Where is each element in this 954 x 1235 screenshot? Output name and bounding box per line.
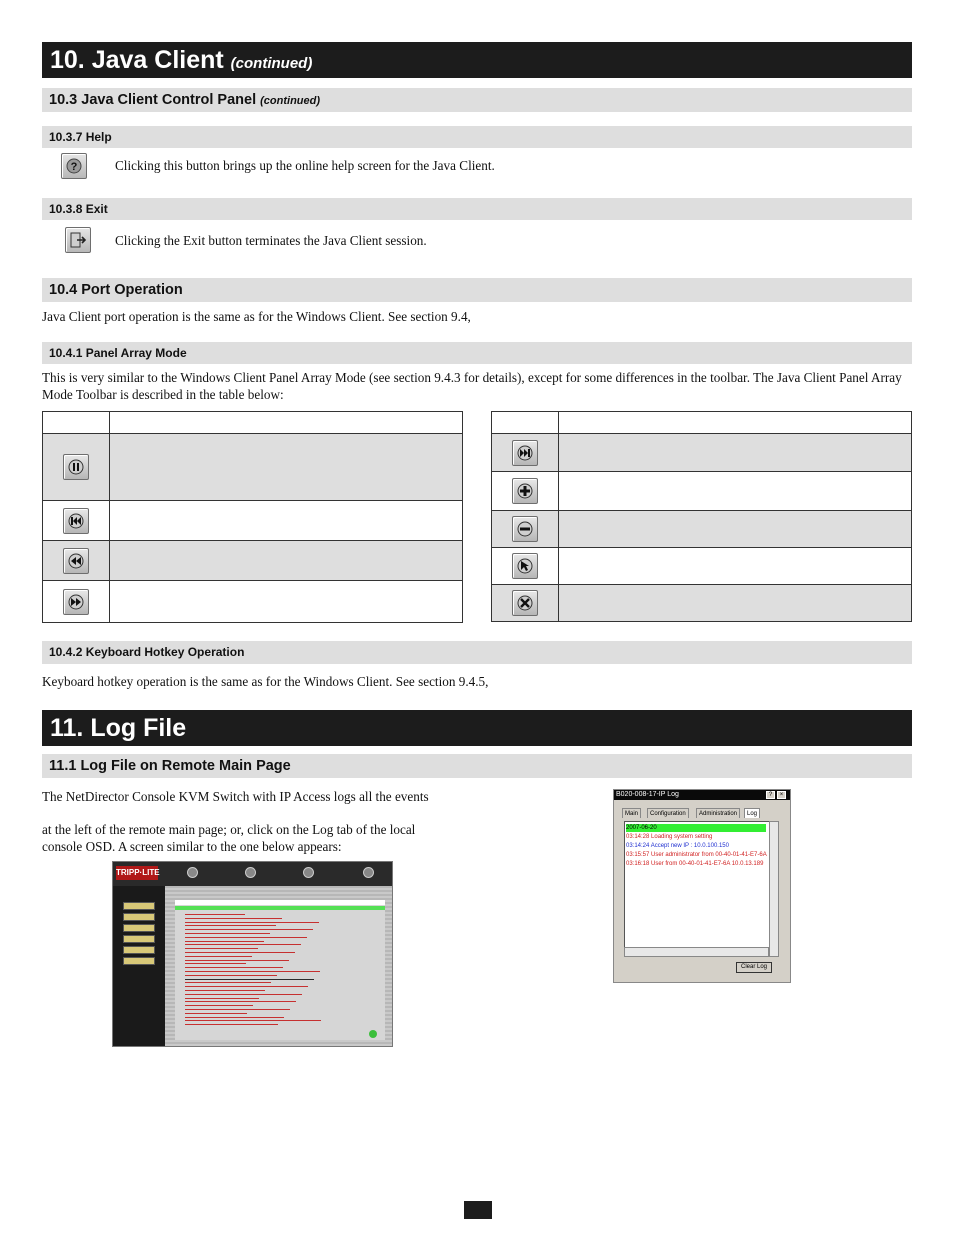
table-header-row [43,412,463,434]
remote-log-date-row [175,906,385,910]
subsection-10-3-header [42,88,912,112]
section-10-header [42,42,912,78]
table-row [492,548,912,585]
osd-help-icon: ? [766,791,775,799]
table-row [492,585,912,622]
sidebar-button [123,902,155,910]
remote-log-line [185,1020,321,1021]
hotkey-heading: 10.4.2 Keyboard Hotkey Operation [42,641,912,664]
osd-log-vertical-scrollbar [769,821,779,957]
remote-log-line [185,1017,284,1018]
remote-log-line [185,944,301,945]
help-icon [61,153,87,179]
table-header-row [492,412,912,434]
remote-log-line [185,1024,278,1025]
sidebar-button [123,957,155,965]
osd-log-row-2: 03:14:24 Accept new IP : 10.0.100.150 [626,843,729,849]
osd-clear-log-button: Clear Log [736,962,772,973]
page-number-box [464,1201,492,1219]
help-description: Clicking this button brings up the online help screen for the Java Client. [115,158,495,173]
general-tab-icon [187,867,198,878]
osd-log-horizontal-scrollbar [624,947,769,957]
exit-description: Clicking the Exit button terminates the Java Client session. [115,233,427,248]
remote-log-line [185,1005,253,1006]
osd-tab-log: Log [744,808,760,818]
panel-array-heading: 10.4.1 Panel Array Mode [42,342,912,364]
skip-to-last-icon [512,440,538,466]
section-10-title: 10. Java Client [50,46,224,74]
remote-log-line [185,918,282,919]
osd-tab-main: Main [622,808,641,818]
remote-log-line [185,1001,296,1002]
remote-log-line [185,982,271,983]
remote-log-line [185,986,308,987]
zoom-in-icon [512,478,538,504]
remote-log-line [185,925,276,926]
osd-tab-configuration: Configuration [647,808,689,818]
osd-tab-administration: Administration [696,808,740,818]
osd-log-row-0: 2007-06-20 [626,824,766,832]
close-icon [512,590,538,616]
toolbar-table-left [42,411,463,623]
remote-sidebar [113,886,165,1047]
remote-log-line [185,933,270,934]
subsection-11-1-header: 11.1 Log File on Remote Main Page [42,754,912,778]
svg-text:?: ? [70,161,78,173]
table-row [492,434,912,472]
remote-log-line [185,979,314,980]
remote-log-screenshot [112,861,393,1047]
fast-forward-icon [63,589,89,615]
exit-heading: 10.3.8 Exit [42,198,912,220]
remote-log-line [185,963,246,964]
remote-log-line [185,948,258,949]
osd-log-list [624,821,779,957]
user-tab-icon [245,867,256,878]
port-operation-text: Java Client port operation is the same as for the Windows Client. See section 9.4, [42,309,471,324]
hotkey-text: Keyboard hotkey operation is the same as for the Windows Client. See section 9.4.5, [42,674,489,689]
osd-log-row-4: 03:16:18 User from 00-40-01-41-E7-6A 10.0.13.189 [626,861,764,867]
help-heading: 10.3.7 Help [42,126,912,148]
osd-log-row-3: 03:15:57 User administrator from 00-40-01-41-E7-6A [626,852,767,858]
table-row [43,501,463,541]
skip-to-first-icon [63,508,89,534]
osd-log-screenshot [613,789,791,983]
rewind-icon [63,548,89,574]
section-10-continued: (continued) [230,55,313,72]
remote-log-line [185,998,259,999]
port-operation-heading: 10.4 Port Operation [42,278,912,302]
log-intro-line-1: The NetDirector Console KVM Switch with IP Access logs all the events [42,789,429,804]
remote-log-line [185,952,295,953]
sidebar-button [123,924,155,932]
table-row [492,472,912,511]
remote-log-panel-header [175,900,385,905]
pause-icon [63,454,89,480]
firmware-tab-icon [303,867,314,878]
remote-log-line [185,1009,290,1010]
section-11-header [42,710,912,746]
zoom-out-icon [512,516,538,542]
osd-log-row-1: 03:14:28 Loading system setting [626,834,713,840]
remote-log-line [185,929,313,930]
remote-log-line [185,967,283,968]
remote-log-line [185,914,245,915]
remote-log-line [185,937,307,938]
subsection-10-3-title: 10.3 Java Client Control Panel [49,92,257,108]
table-row [43,581,463,623]
subsection-10-3-continued: (continued) [260,95,321,107]
remote-log-line [185,960,289,961]
log-intro-line-3: console OSD. A screen similar to the one below appears: [42,839,342,854]
section-11-title: 11. Log File [50,714,187,742]
remote-log-line [185,994,302,995]
remote-log-line [185,975,277,976]
log-intro-line-2: at the left of the remote main page; or, click on the Log tab of the local [42,822,416,837]
remote-log-line [185,922,319,923]
mouse-pointer-icon [512,553,538,579]
table-row [43,434,463,501]
remote-log-line [185,956,252,957]
remote-log-line [185,971,320,972]
remote-log-line [185,1013,247,1014]
sidebar-button [123,935,155,943]
panel-array-text: This is very similar to the Windows Client Panel Array Mode (see section 9.4.3 for details), except for some differences in the toolbar. The Java Client Panel Array Mode Toolbar is described in the table below: [42,370,902,402]
clear-log-icon [369,1030,377,1038]
exit-icon [65,227,91,253]
tripp-lite-logo: TRIPP·LITE [116,866,158,880]
osd-close-icon: × [777,791,786,799]
remote-log-line [185,941,264,942]
osd-log-window-title: B020-008-17-IP Log [614,790,790,800]
sidebar-button [123,913,155,921]
logout-tab-icon [363,867,374,878]
toolbar-table-right [491,411,912,622]
table-row [492,511,912,548]
remote-log-line [185,990,265,991]
table-row [43,541,463,581]
sidebar-button [123,946,155,954]
